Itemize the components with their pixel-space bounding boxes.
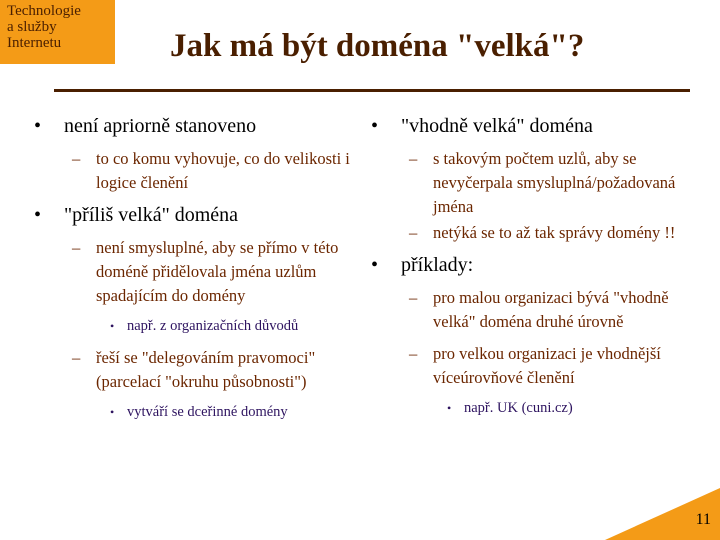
sub-bullet-text: řeší se "delegováním pravomoci" (parcelací "okruhu působnosti") (96, 348, 316, 391)
dash-marker: – (72, 238, 81, 257)
bullet-examples (371, 253, 701, 277)
sub-bullet-large-org (371, 342, 701, 390)
sub-bullet-whatever-suits (34, 147, 354, 195)
dash-marker: – (409, 288, 418, 307)
bullet-text: příklady: (401, 254, 474, 276)
bullet-marker: • (371, 115, 379, 137)
bullet-marker: • (371, 254, 379, 276)
bullet-marker: • (34, 204, 42, 226)
bullet-too-large-domain (34, 203, 354, 227)
badge-line-3: Internetu (7, 35, 62, 51)
sub-bullet-text: s takovým počtem uzlů, aby se nevyčerpala smysluplná/požadovaná jména (433, 149, 676, 216)
small-bullet-marker: • (110, 405, 115, 419)
dash-marker: – (409, 344, 418, 363)
sub-sub-bullet-child-domains (34, 402, 354, 422)
course-badge (0, 0, 115, 64)
badge-line-2: a služby (7, 19, 57, 35)
dash-marker: – (72, 348, 81, 367)
sub-sub-bullet-text: např. z organizačních důvodů (127, 318, 299, 334)
title-divider (54, 89, 690, 92)
small-bullet-marker: • (447, 401, 452, 415)
sub-sub-bullet-text: vytváří se dceřinné domény (127, 404, 288, 420)
bullet-text: "vhodně velká" doména (401, 115, 593, 137)
sub-bullet-small-org (371, 286, 701, 334)
badge-line-1: Technologie (7, 3, 81, 19)
dash-marker: – (72, 149, 81, 168)
bullet-text: "příliš velká" doména (64, 204, 239, 226)
dash-marker: – (409, 223, 418, 242)
slide-title: Jak má být doména "velká"? (170, 28, 585, 64)
sub-sub-bullet-uk-example (371, 398, 701, 418)
bullet-text: není apriorně stanoveno (64, 115, 257, 137)
sub-bullet-text: pro velkou organizaci je vhodnější víceúrovňové členění (433, 344, 661, 387)
sub-bullet-text: není smysluplné, aby se přímo v této doméně přidělovala jména uzlům spadajícím do domény (96, 238, 339, 305)
sub-bullet-not-meaningful (34, 236, 354, 308)
sub-sub-bullet-organizational (34, 316, 354, 336)
page-number: 11 (695, 511, 711, 528)
sub-sub-bullet-text: např. UK (cuni.cz) (464, 400, 573, 416)
dash-marker: – (409, 149, 418, 168)
small-bullet-marker: • (110, 319, 115, 333)
left-column (34, 114, 354, 432)
sub-bullet-node-count (371, 147, 701, 219)
sub-bullet-delegation (34, 346, 354, 394)
sub-bullet-text: pro malou organizaci bývá "vhodně velká" doména druhé úrovně (433, 288, 669, 331)
bullet-marker: • (34, 115, 42, 137)
sub-bullet-text: netýká se to až tak správy domény !! (433, 223, 676, 242)
right-column (371, 114, 701, 428)
bullet-not-predetermined (34, 114, 354, 138)
bullet-suitably-large (371, 114, 701, 138)
sub-bullet-not-administration (371, 221, 701, 245)
sub-bullet-text: to co komu vyhovuje, co do velikosti i logice členění (96, 149, 350, 192)
